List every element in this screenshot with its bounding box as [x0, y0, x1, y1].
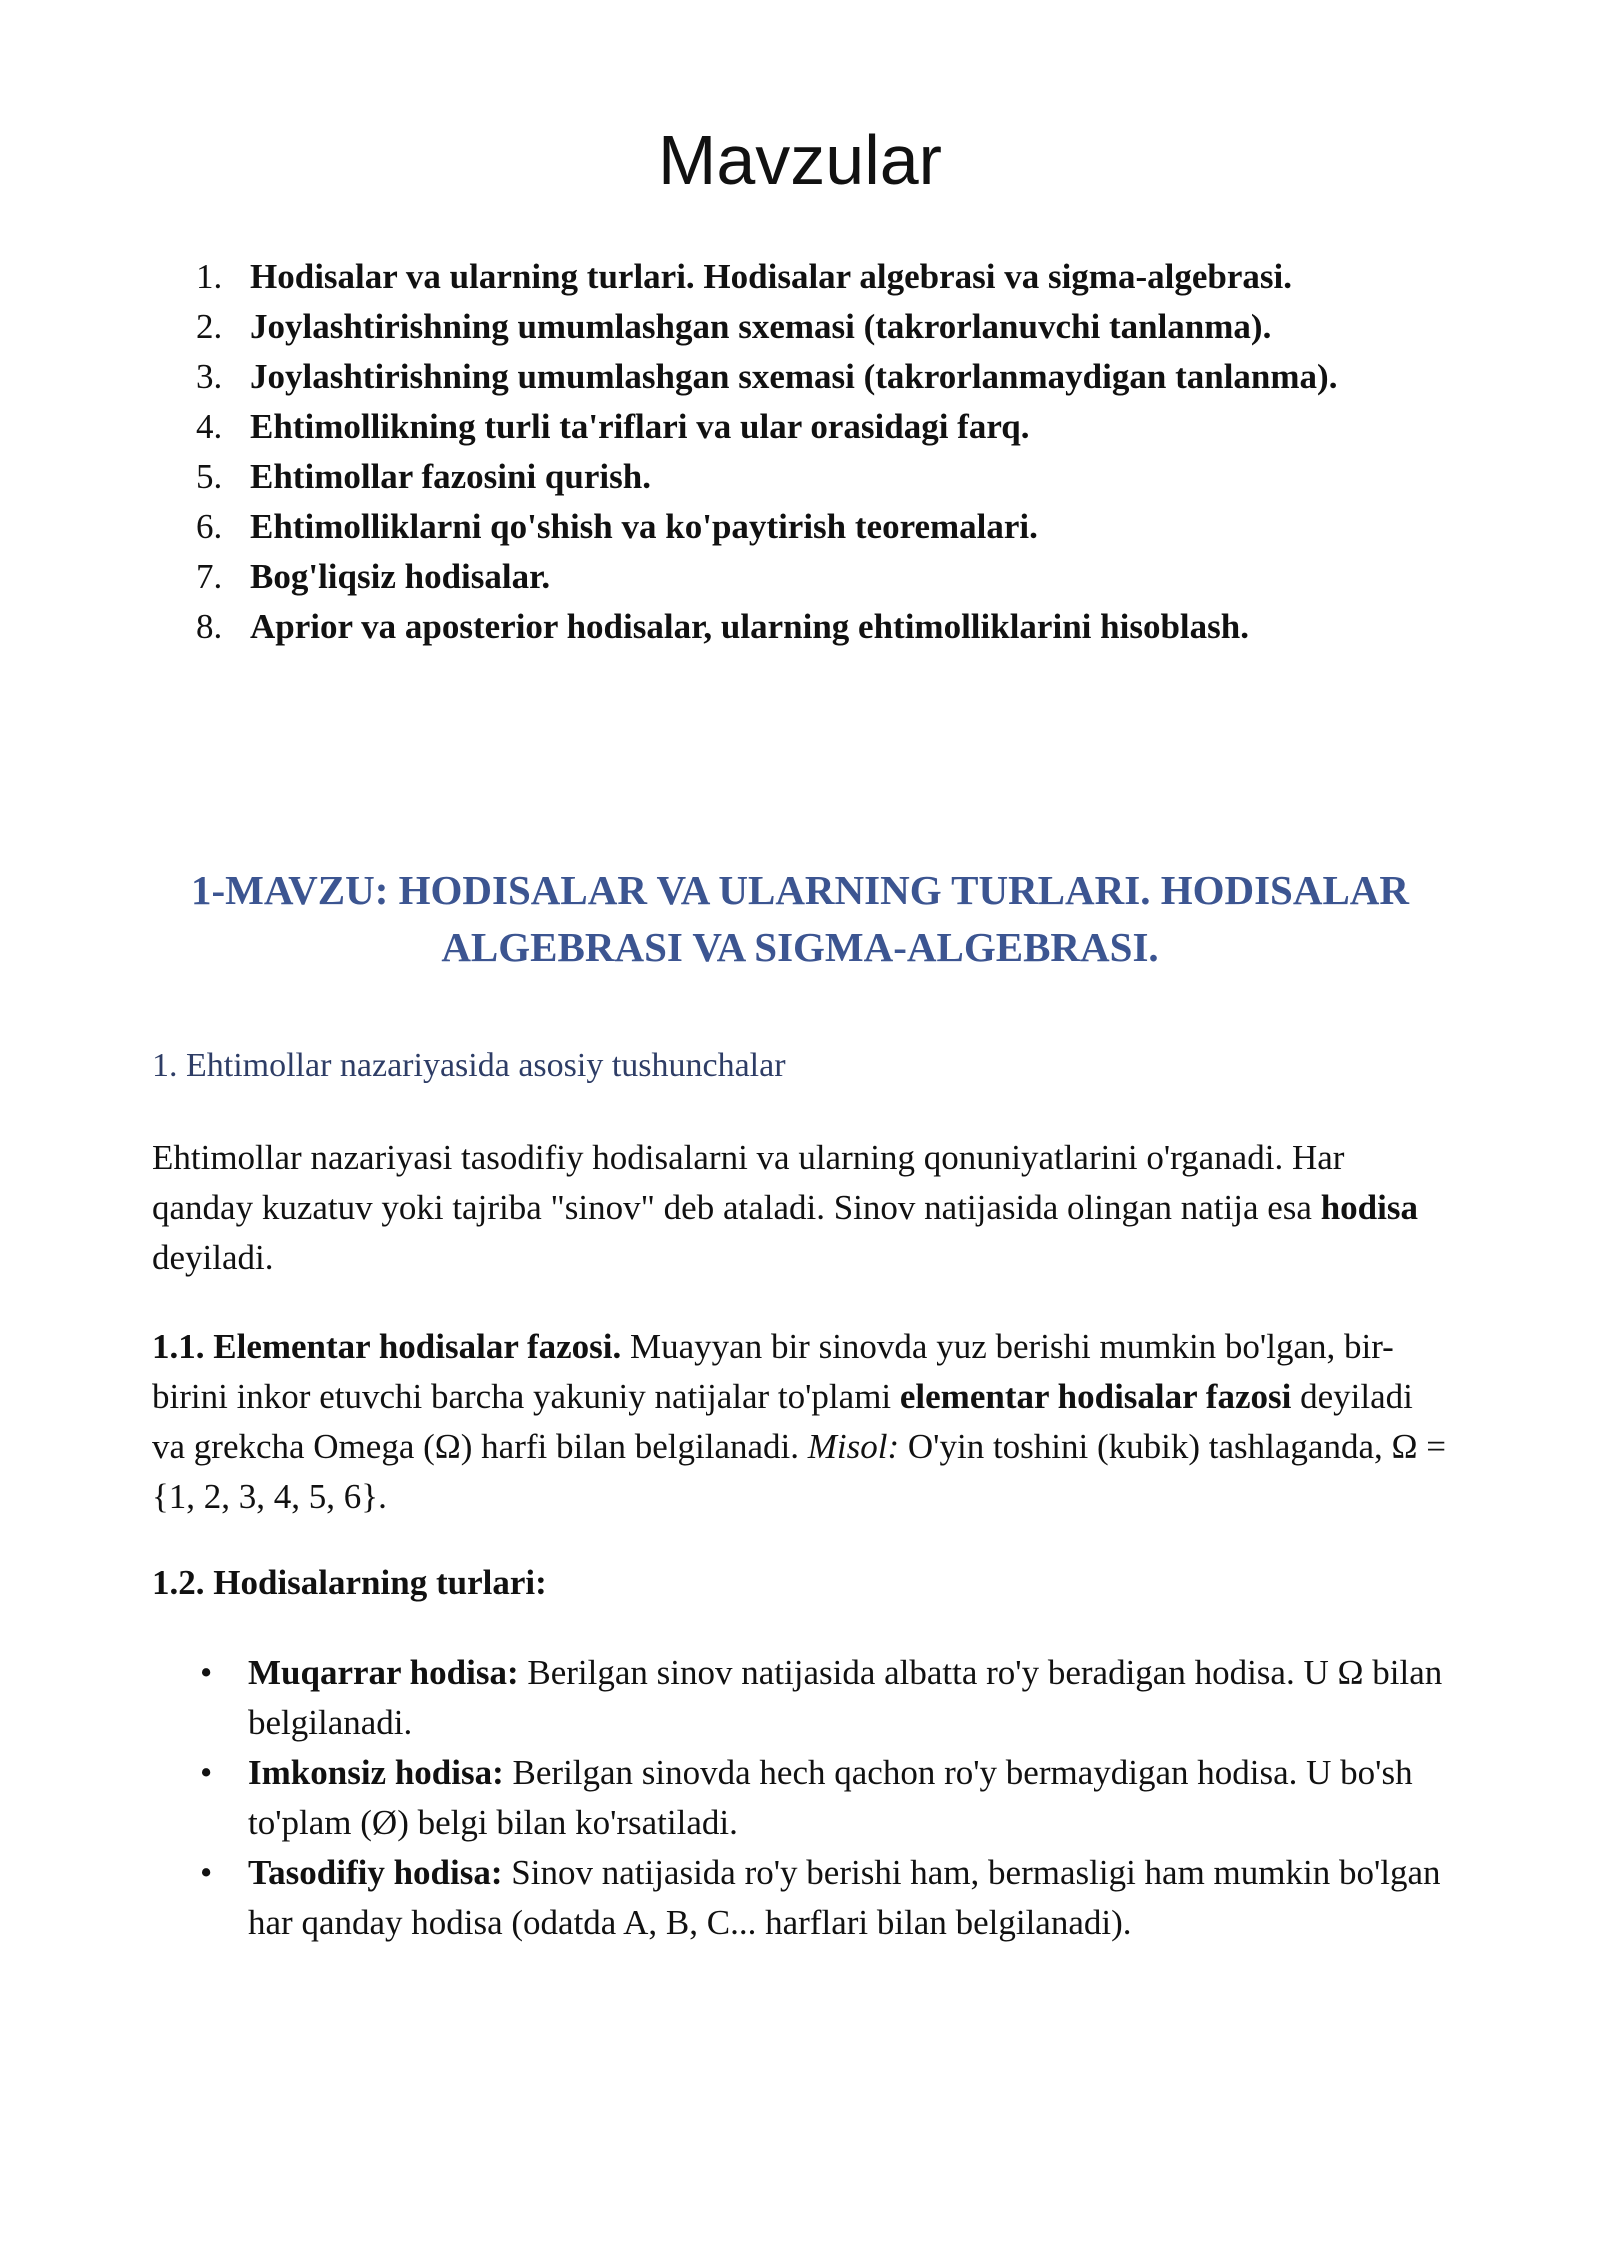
topic-number: 8.	[196, 607, 223, 646]
type-term: Tasodifiy hodisa:	[248, 1853, 503, 1892]
bullet-icon: •	[200, 1653, 213, 1692]
event-types-list	[200, 1648, 1458, 1948]
topic-text: Joylashtirishning umumlashgan sxemasi (takrorlanuvchi tanlanma).	[250, 307, 1272, 346]
intro-bold-term: hodisa	[1320, 1188, 1418, 1227]
topic-number: 1.	[196, 257, 223, 296]
topic-text: Joylashtirishning umumlashgan sxemasi (takrorlanmaydigan tanlanma).	[250, 357, 1338, 396]
section-heading-line1: 1-MAVZU: HODISALAR VA ULARNING TURLARI. HODISALAR	[190, 867, 1410, 913]
type-term: Imkonsiz hodisa:	[248, 1753, 504, 1792]
types-heading: 1.2. Hodisalarning turlari:	[152, 1563, 547, 1602]
section-heading	[140, 862, 1460, 976]
type-desc: Sinov natijasida ro'y berishi ham, bermasligi ham mumkin bo'lgan har qanday hodisa (odatda A, B, C... harflari bilan belgilanadi).	[248, 1853, 1441, 1942]
topic-item	[196, 302, 1456, 352]
subheading: 1. Ehtimollar nazariyasida asosiy tushunchalar	[152, 1047, 786, 1084]
elementary-label: 1.1. Elementar hodisalar fazosi.	[152, 1327, 622, 1366]
elementary-paragraph	[152, 1322, 1452, 1522]
topic-number: 5.	[196, 457, 223, 496]
topic-item	[196, 352, 1456, 402]
topic-item	[196, 252, 1456, 302]
example-text: O'yin toshini (kubik) tashlaganda, Ω = {1, 2, 3, 4, 5, 6}.	[152, 1427, 1446, 1516]
type-desc: Berilgan sinovda hech qachon ro'y bermaydigan hodisa. U bo'sh to'plam (Ø) belgi bilan ko'rsatiladi.	[248, 1753, 1413, 1842]
type-term: Muqarrar hodisa:	[248, 1653, 519, 1692]
topic-number: 7.	[196, 557, 223, 596]
topic-text: Ehtimollikning turli ta'riflari va ular orasidagi farq.	[250, 407, 1030, 446]
topic-number: 4.	[196, 407, 223, 446]
list-item	[200, 1648, 1458, 1748]
intro-paragraph	[152, 1133, 1452, 1283]
topic-text: Hodisalar va ularning turlari. Hodisalar algebrasi va sigma-algebrasi.	[250, 257, 1292, 296]
list-item	[200, 1848, 1458, 1948]
topic-number: 2.	[196, 307, 223, 346]
elementary-text: Muayyan bir sinovda yuz berishi mumkin bo'lgan, bir-birini inkor etuvchi barcha yakuniy natijalar to'plami	[152, 1327, 1394, 1416]
intro-text-end: deyiladi.	[152, 1238, 274, 1277]
example-label: Misol:	[807, 1427, 900, 1466]
topic-number: 3.	[196, 357, 223, 396]
topic-item	[196, 502, 1456, 552]
topic-item	[196, 602, 1456, 652]
elementary-bold-term: elementar hodisalar fazosi	[899, 1377, 1292, 1416]
bullet-icon: •	[200, 1753, 213, 1792]
bullet-icon: •	[200, 1853, 213, 1892]
topic-item	[196, 552, 1456, 602]
topic-item	[196, 402, 1456, 452]
section-heading-line2: ALGEBRASI VA SIGMA-ALGEBRASI.	[441, 924, 1159, 970]
elementary-text-2: deyiladi va grekcha Omega (Ω) harfi bilan belgilanadi.	[152, 1377, 1413, 1466]
list-item	[200, 1748, 1458, 1848]
type-desc: Berilgan sinov natijasida albatta ro'y beradigan hodisa. U Ω bilan belgilanadi.	[248, 1653, 1443, 1742]
topic-number: 6.	[196, 507, 223, 546]
topic-text: Ehtimollar fazosini qurish.	[250, 457, 651, 496]
intro-text: Ehtimollar nazariyasi tasodifiy hodisalarni va ularning qonuniyatlarini o'rganadi. Har qanday kuzatuv yoki tajriba "sinov" deb ataladi. Sinov natijasida olingan natija esa	[152, 1138, 1345, 1227]
topics-list	[196, 252, 1456, 652]
topic-item	[196, 452, 1456, 502]
topic-text: Bog'liqsiz hodisalar.	[250, 557, 551, 596]
topic-text: Ehtimolliklarni qo'shish va ko'paytirish teoremalari.	[250, 507, 1038, 546]
topic-text: Aprior va aposterior hodisalar, ularning ehtimolliklarini hisoblash.	[250, 607, 1249, 646]
page-title: Mavzular	[658, 121, 942, 199]
